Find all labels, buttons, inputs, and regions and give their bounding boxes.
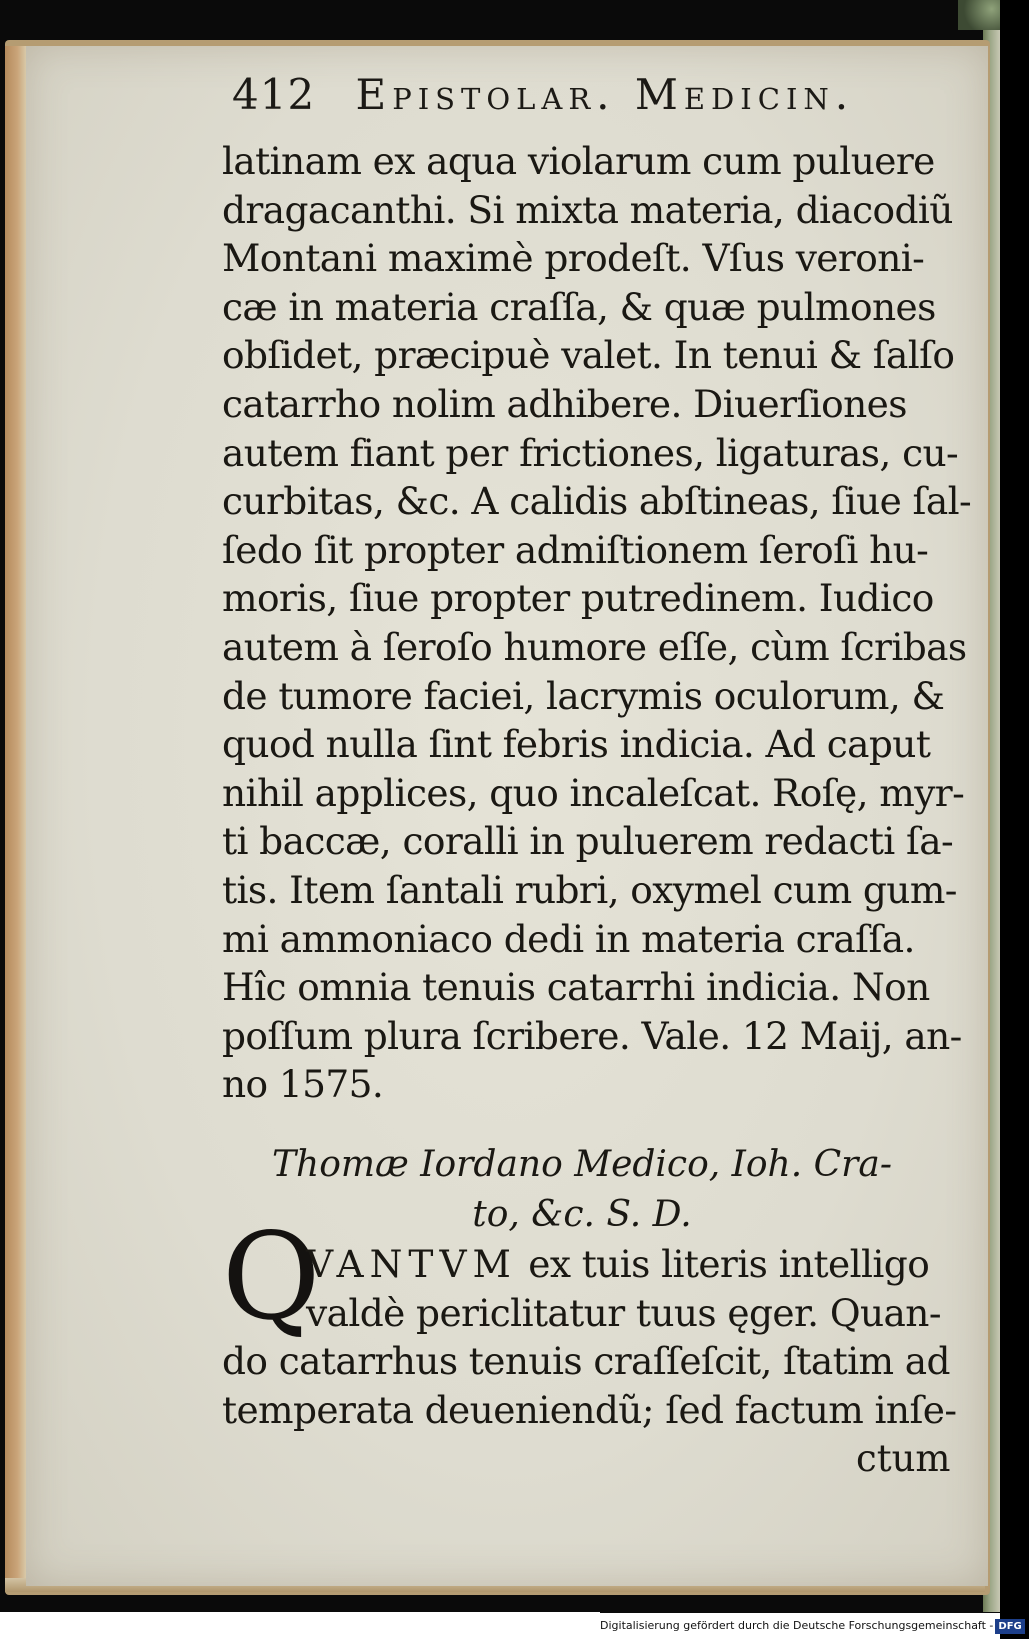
book-corner [958, 0, 1000, 30]
text-line: no 1575. [222, 1062, 384, 1107]
text-line: nihil applices, quo incaleſcat. Roſę, myr- [222, 770, 965, 815]
text-line: mi ammoniaco dedi in materia craſſa. [222, 916, 915, 961]
text-line: cæ in materia craſſa, & quæ pulmones [222, 284, 936, 329]
salutation-line: Thomæ Iordano Medico, Ioh. Cra- [272, 1144, 892, 1185]
catchword: ctum [856, 1437, 951, 1480]
digitization-credit [600, 1613, 1022, 1639]
letter-line: valdè periclitatur tuus ęger. Quan- [306, 1290, 941, 1335]
letter-line [222, 1240, 942, 1289]
text-line: autem fiant per frictiones, ligaturas, cu- [222, 430, 959, 475]
body-text [222, 137, 972, 1109]
text-line: tis. Item ſantali rubri, oxymel cum gum- [222, 867, 957, 912]
text-line: obſidet, præcipuè valet. In tenui & ſalſo [222, 333, 955, 378]
text-line: de tumore faciei, lacrymis oculorum, & [222, 673, 945, 718]
letter-line: do catarrhus tenuis craſſeſcit, ſtatim ad [222, 1339, 950, 1384]
credit-text: Digitalisierung gefördert durch die Deutsche Forschungsgemeinschaft - [600, 1619, 994, 1632]
page-edge-left [5, 46, 26, 1586]
text-line: curbitas, &c. A calidis abſtineas, ſiue ſal- [222, 479, 972, 524]
text-line: autem à ſeroſo humore eſſe, cùm ſcribas [222, 624, 967, 669]
text-line: catarrho nolim adhibere. Diuerſiones [222, 381, 907, 426]
opening-word: VANTVM [306, 1242, 517, 1286]
text-line: ti baccæ, coralli in puluerem redacti ſa- [222, 819, 954, 864]
text-line: dragacanthi. Si mixta materia, diacodiũ [222, 187, 953, 232]
text-line: ſedo ſit propter admiſtionem ſeroſi hu- [222, 527, 929, 572]
letter-line-text: ex tuis literis intelligo [516, 1242, 930, 1286]
footer-bar [0, 1612, 600, 1639]
letter-salutation [222, 1140, 942, 1240]
dfg-logo: DFG [995, 1619, 1024, 1634]
drop-cap: Q [222, 1208, 321, 1347]
letter-body [222, 1240, 957, 1434]
salutation-line: to, &c. S. D. [472, 1194, 692, 1235]
text-line: poſſum plura ſcribere. Vale. 12 Maij, an- [222, 1013, 962, 1058]
running-head-title: Epistolar. Medicin. [355, 70, 855, 119]
text-line: quod nulla ſint febris indicia. Ad caput [222, 722, 931, 767]
text-line: latinam ex aqua violarum cum puluere [222, 139, 935, 183]
text-line: Hîc omnia tenuis catarrhi indicia. Non [222, 965, 930, 1010]
letter-line: temperata deueniendũ; ſed factum inſe- [222, 1387, 957, 1432]
text-line: Montani maximè prodeſt. Vſus veroni- [222, 236, 925, 281]
running-header [232, 70, 932, 128]
page-number: 412 [232, 70, 316, 119]
text-line: moris, ſiue propter putredinem. Iudico [222, 576, 934, 621]
